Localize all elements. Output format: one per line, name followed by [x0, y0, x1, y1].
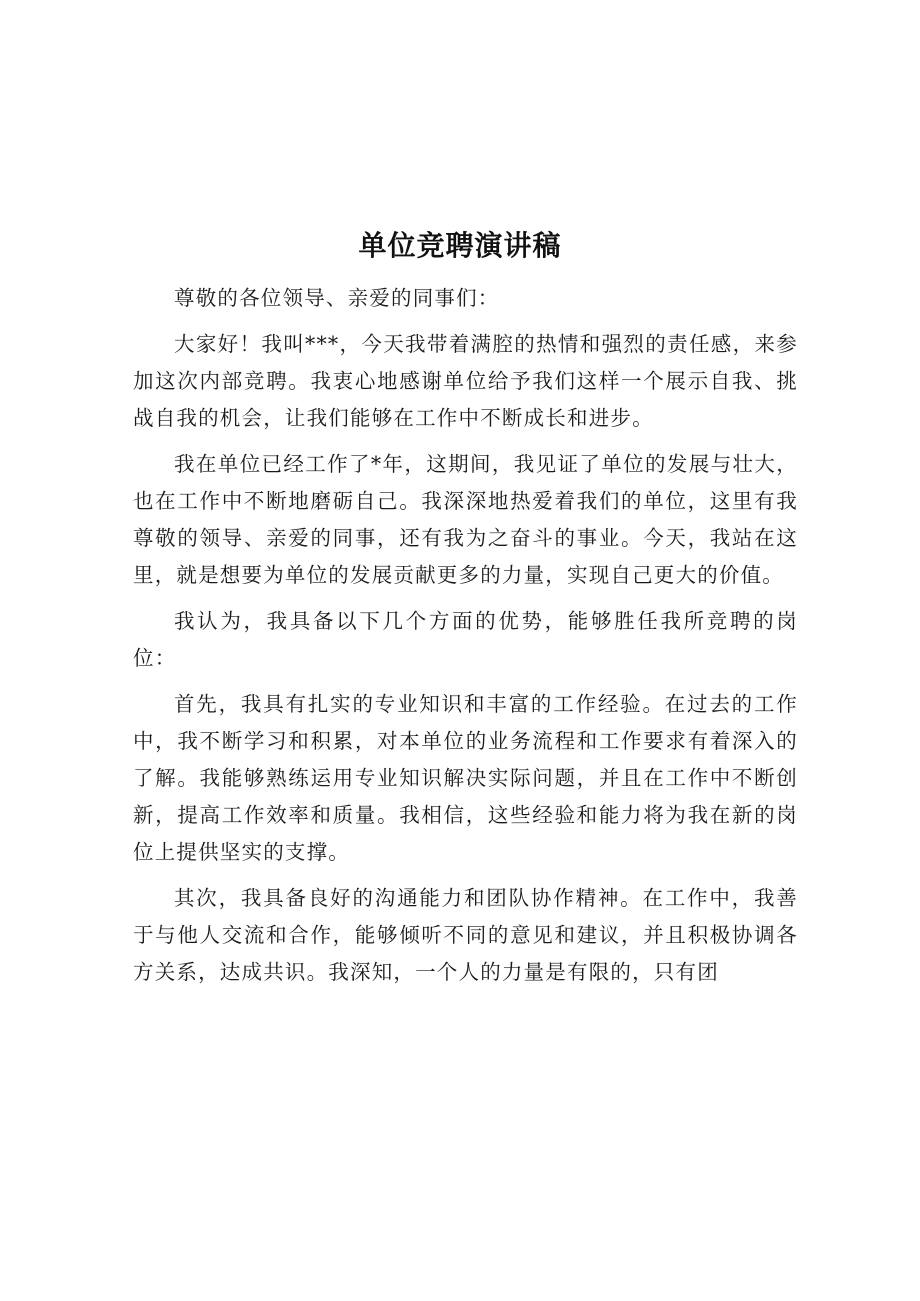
paragraph-salutation: 尊敬的各位领导、亲爱的同事们： [174, 286, 500, 310]
document-body [133, 280, 798, 1000]
paragraph-advantages-intro: 我认为，我具备以下几个方面的优势，能够胜任我所竞聘的岗位： [133, 609, 798, 670]
paragraph-first-advantage: 首先，我具有扎实的专业知识和丰富的工作经验。在过去的工作中，我不断学习和积累，对本单位的业务流程和工作要求有着深入的了解。我能够熟练运用专业知识解决实际问题，并且在工作中不断创新，提高工作效率和质量。我相信，这些经验和能力将为我在新的岗位上提供坚实的支撑。 [133, 692, 798, 864]
document-title: 单位竞聘演讲稿 [358, 229, 562, 262]
paragraph-greeting: 大家好！我叫***，今天我带着满腔的热情和强烈的责任感，来参加这次内部竞聘。我衷心地感谢单位给予我们这样一个展示自我、挑战自我的机会，让我们能够在工作中不断成长和进步。 [133, 332, 798, 430]
paragraph-background: 我在单位已经工作了*年，这期间，我见证了单位的发展与壮大，也在工作中不断地磨砺自己。我深深地热爱着我们的单位，这里有我尊敬的领导、亲爱的同事，还有我为之奋斗的事业。今天，我站在这里，就是想要为单位的发展贡献更多的力量，实现自己更大的价值。 [133, 452, 798, 587]
paragraph-second-advantage: 其次，我具备良好的沟通能力和团队协作精神。在工作中，我善于与他人交流和合作，能够倾听不同的意见和建议，并且积极协调各方关系，达成共识。我深知，一个人的力量是有限的，只有团 [133, 886, 798, 984]
